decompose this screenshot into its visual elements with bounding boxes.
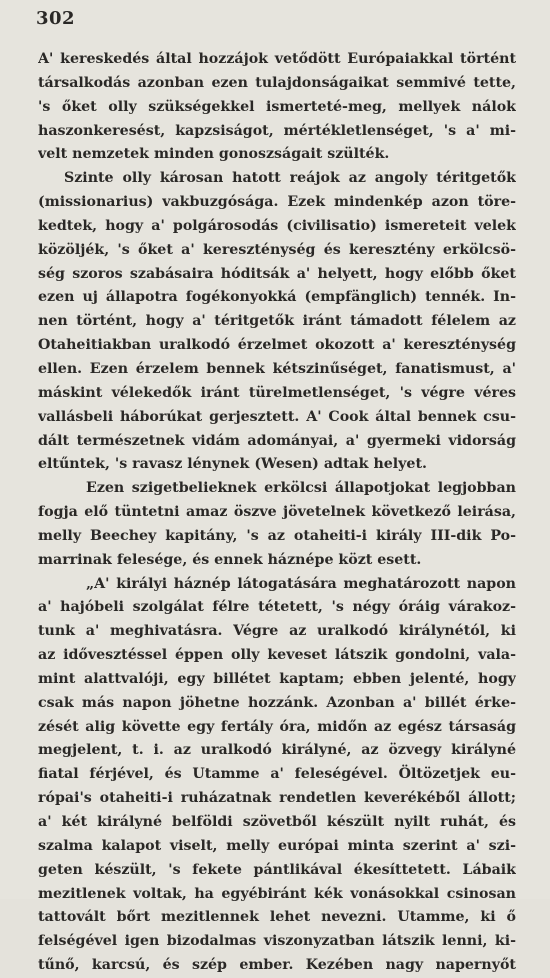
text-line: Otaheitiakban uralkodó érzelmet okozott a' kereszténység xyxy=(38,337,516,354)
text-line: fogja elő tüntetni amaz öszve jövetelnek következő leirása, xyxy=(38,504,516,521)
text-line: rópai's otaheiti-i ruházatnak rendetlen keverékéből állott; xyxy=(38,790,516,807)
text-line: megjelent, t. i. az uralkodó királyné, az özvegy királyné xyxy=(38,742,516,759)
text-line: zését alig követte egy fertály óra, midőn az egész társaság xyxy=(38,718,516,735)
text-line: csak más napon jöhetne hozzánk. Azonban a' billét érke- xyxy=(38,694,516,711)
text-line: kedtek, hogy a' polgárosodás (civilisatio) ismereteit velek xyxy=(38,217,516,234)
text-line: melly Beechey kapitány, 's az otaheiti-i király III-dik Po- xyxy=(38,527,516,544)
text-line: geten készült, 's fekete pántlikával ékesíttetett. Lábaik xyxy=(38,861,516,878)
text-line: dált természetnek vidám adományai, a' gyermeki vidorság xyxy=(38,432,516,449)
text-line: vallásbeli háborúkat gerjesztett. A' Cook által bennek csu- xyxy=(38,408,516,425)
page-number: 302 xyxy=(36,8,76,29)
text-line: közöljék, 's őket a' kereszténység és keresztény erkölcsö- xyxy=(38,241,516,258)
body-text xyxy=(38,48,516,978)
text-line: velt nemzetek minden gonoszságait szülték. xyxy=(38,146,390,163)
text-line: az idővesztéssel éppen olly keveset látszik gondolni, vala- xyxy=(38,647,516,664)
text-line: a' két királyné belföldi szövetből készült nyilt ruhát, és xyxy=(38,814,516,830)
text-line: nen történt, hogy a' téritgetők iránt támadott félelem az xyxy=(38,313,516,330)
text-line: A' kereskedés által hozzájok vetődött Európaiakkal történt xyxy=(38,51,516,67)
text-line: Ezen szigetbelieknek erkölcsi állapotjokat legjobban xyxy=(86,480,516,497)
text-line: a' hajóbeli szolgálat félre tétetett, 's négy óráig várakoz- xyxy=(38,599,516,616)
text-line: eltűntek, 's ravasz lénynek (Wesen) adtak helyet. xyxy=(38,456,427,473)
text-line: mint alattvalóji, egy billétet kaptam; ebben jelenté, hogy xyxy=(38,670,516,687)
text-line: fiatal férjével, és Utamme a' feleségével. Öltözetjek eu- xyxy=(38,766,516,783)
text-line: tunk a' meghivatásra. Végre az uralkodó királynétól, ki xyxy=(38,623,516,640)
text-line: tűnő, karcsú, és szép ember. Kezében nagy napernyőt xyxy=(38,957,516,974)
text-line: máskint vélekedők iránt türelmetlenséget, 's végre véres xyxy=(38,384,516,401)
text-line: 's őket olly szükségekkel ismerteté-meg, mellyek nálok xyxy=(38,98,516,115)
text-line: Szinte olly károsan hatott reájok az angoly téritgetők xyxy=(64,170,516,187)
text-line: tattovált bőrt mezitlennek lehet nevezni. Utamme, ki ő xyxy=(38,909,516,926)
text-line: ellen. Ezen érzelem bennek kétszinűséget, fanatismust, a' xyxy=(38,360,516,377)
text-line: „A' királyi háznép látogatására meghatározott napon xyxy=(86,575,516,592)
text-line: felségével igen bizodalmas viszonyzatban látszik lenni, ki- xyxy=(38,933,516,950)
text-line: (missionarius) vakbuzgósága. Ezek mindenkép azon töre- xyxy=(38,194,516,211)
text-line: marrinak felesége, és ennek háznépe közt esett. xyxy=(38,551,422,568)
text-line: ezen uj állapotra fogékonyokká (empfänglich) tennék. In- xyxy=(38,289,516,306)
text-line: szalma kalapot viselt, melly európai minta szerint a' szi- xyxy=(38,837,516,854)
text-line: társalkodás azonban ezen tulajdonságaikat semmivé tette, xyxy=(38,74,516,91)
text-line: ség szoros szabásaira hóditsák a' helyett, hogy előbb őket xyxy=(38,265,516,282)
text-line: mezitlenek voltak, ha egyébiránt kék vonásokkal csinosan xyxy=(38,885,516,902)
text-line: haszonkeresést, kapzsiságot, mértékletlenséget, 's a' mi- xyxy=(38,122,516,139)
